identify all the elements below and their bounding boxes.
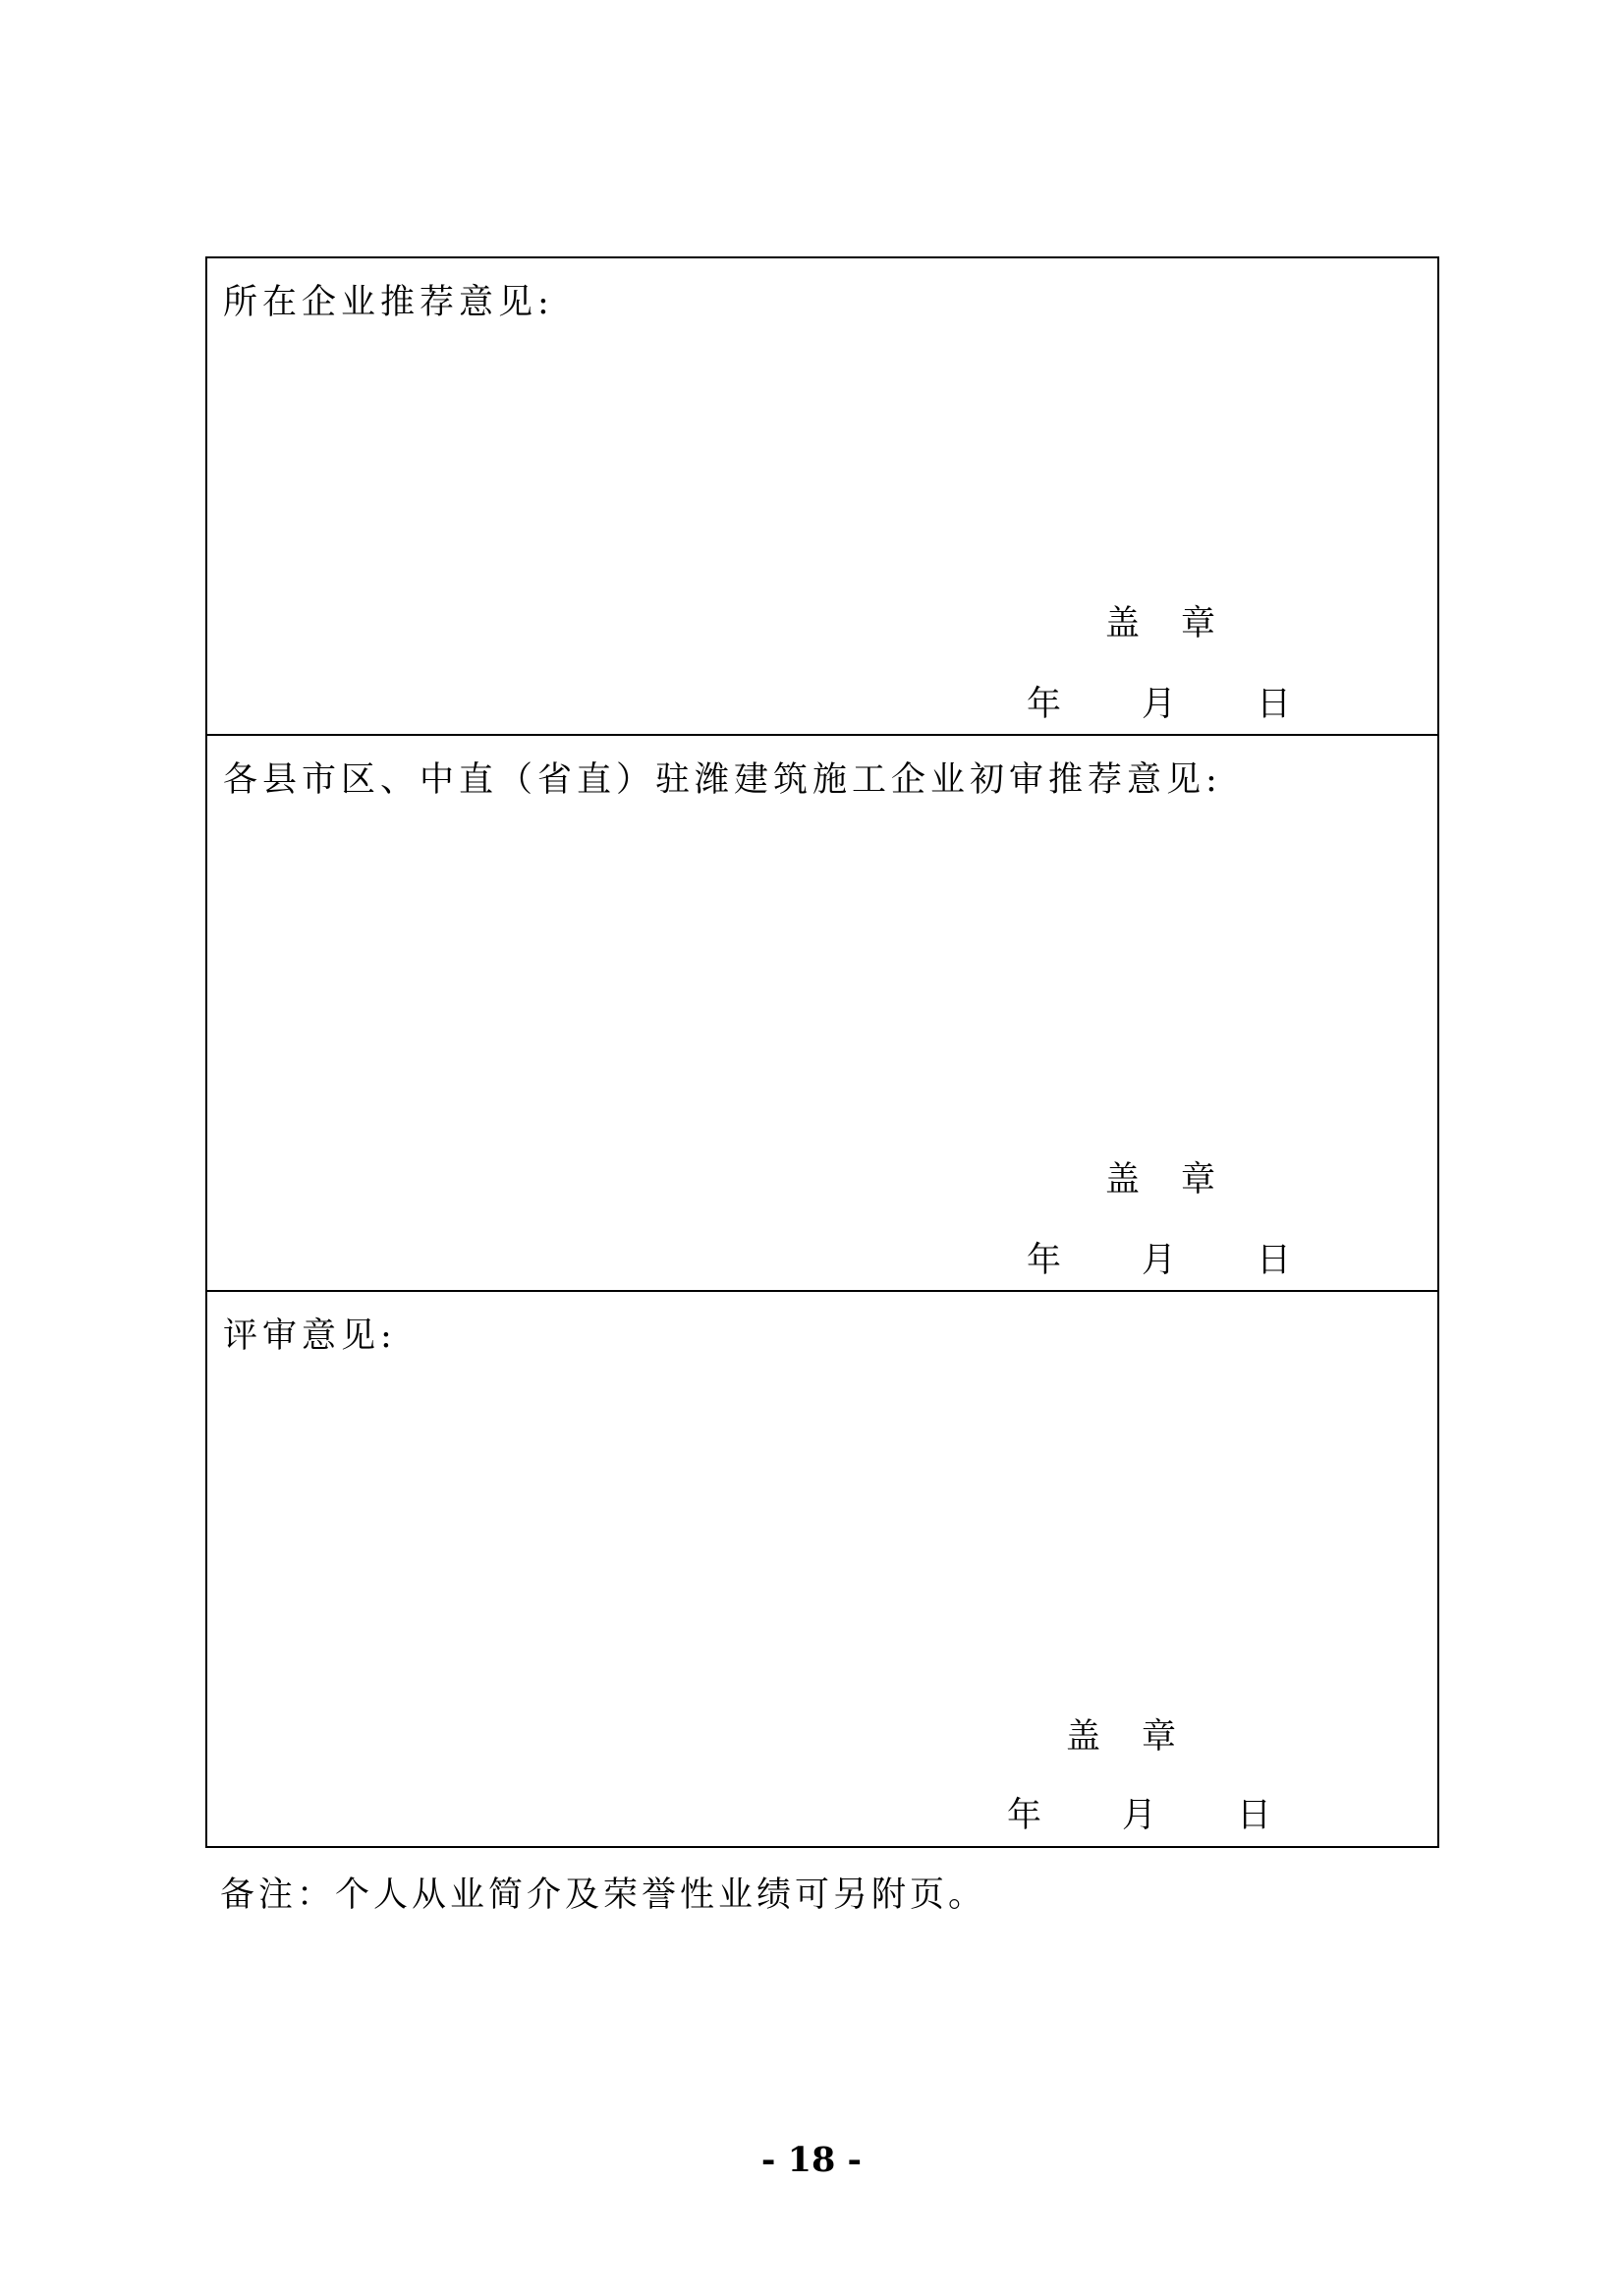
month-label: 月	[1142, 685, 1177, 724]
year-label: 年	[1027, 685, 1062, 724]
year-label: 年	[1027, 1241, 1062, 1280]
month-label: 月	[1122, 1796, 1157, 1835]
review-opinion-section	[207, 1292, 1437, 1848]
seal-label: 盖章	[1105, 604, 1258, 644]
day-label: 日	[1257, 1241, 1292, 1280]
page-number: - 18 -	[760, 2140, 863, 2180]
date-line	[1027, 1241, 1292, 1280]
day-label: 日	[1257, 685, 1292, 724]
date-line	[1027, 685, 1292, 724]
date-line	[1007, 1796, 1272, 1835]
day-label: 日	[1237, 1796, 1272, 1835]
seal-label: 盖章	[1105, 1160, 1258, 1200]
seal-label: 盖章	[1066, 1717, 1218, 1757]
section-heading: 所在企业推荐意见:	[223, 283, 554, 322]
month-label: 月	[1142, 1241, 1177, 1280]
enterprise-recommendation-section	[207, 258, 1437, 736]
section-heading: 各县市区、中直（省直）驻潍建筑施工企业初审推荐意见:	[223, 760, 1222, 800]
year-label: 年	[1007, 1796, 1042, 1835]
county-preliminary-review-section	[207, 736, 1437, 1292]
opinion-form-table	[205, 256, 1439, 1848]
remark-note: 备注：个人从业简介及荣誉性业绩可另附页。	[220, 1876, 987, 1915]
section-heading: 评审意见:	[223, 1316, 397, 1356]
